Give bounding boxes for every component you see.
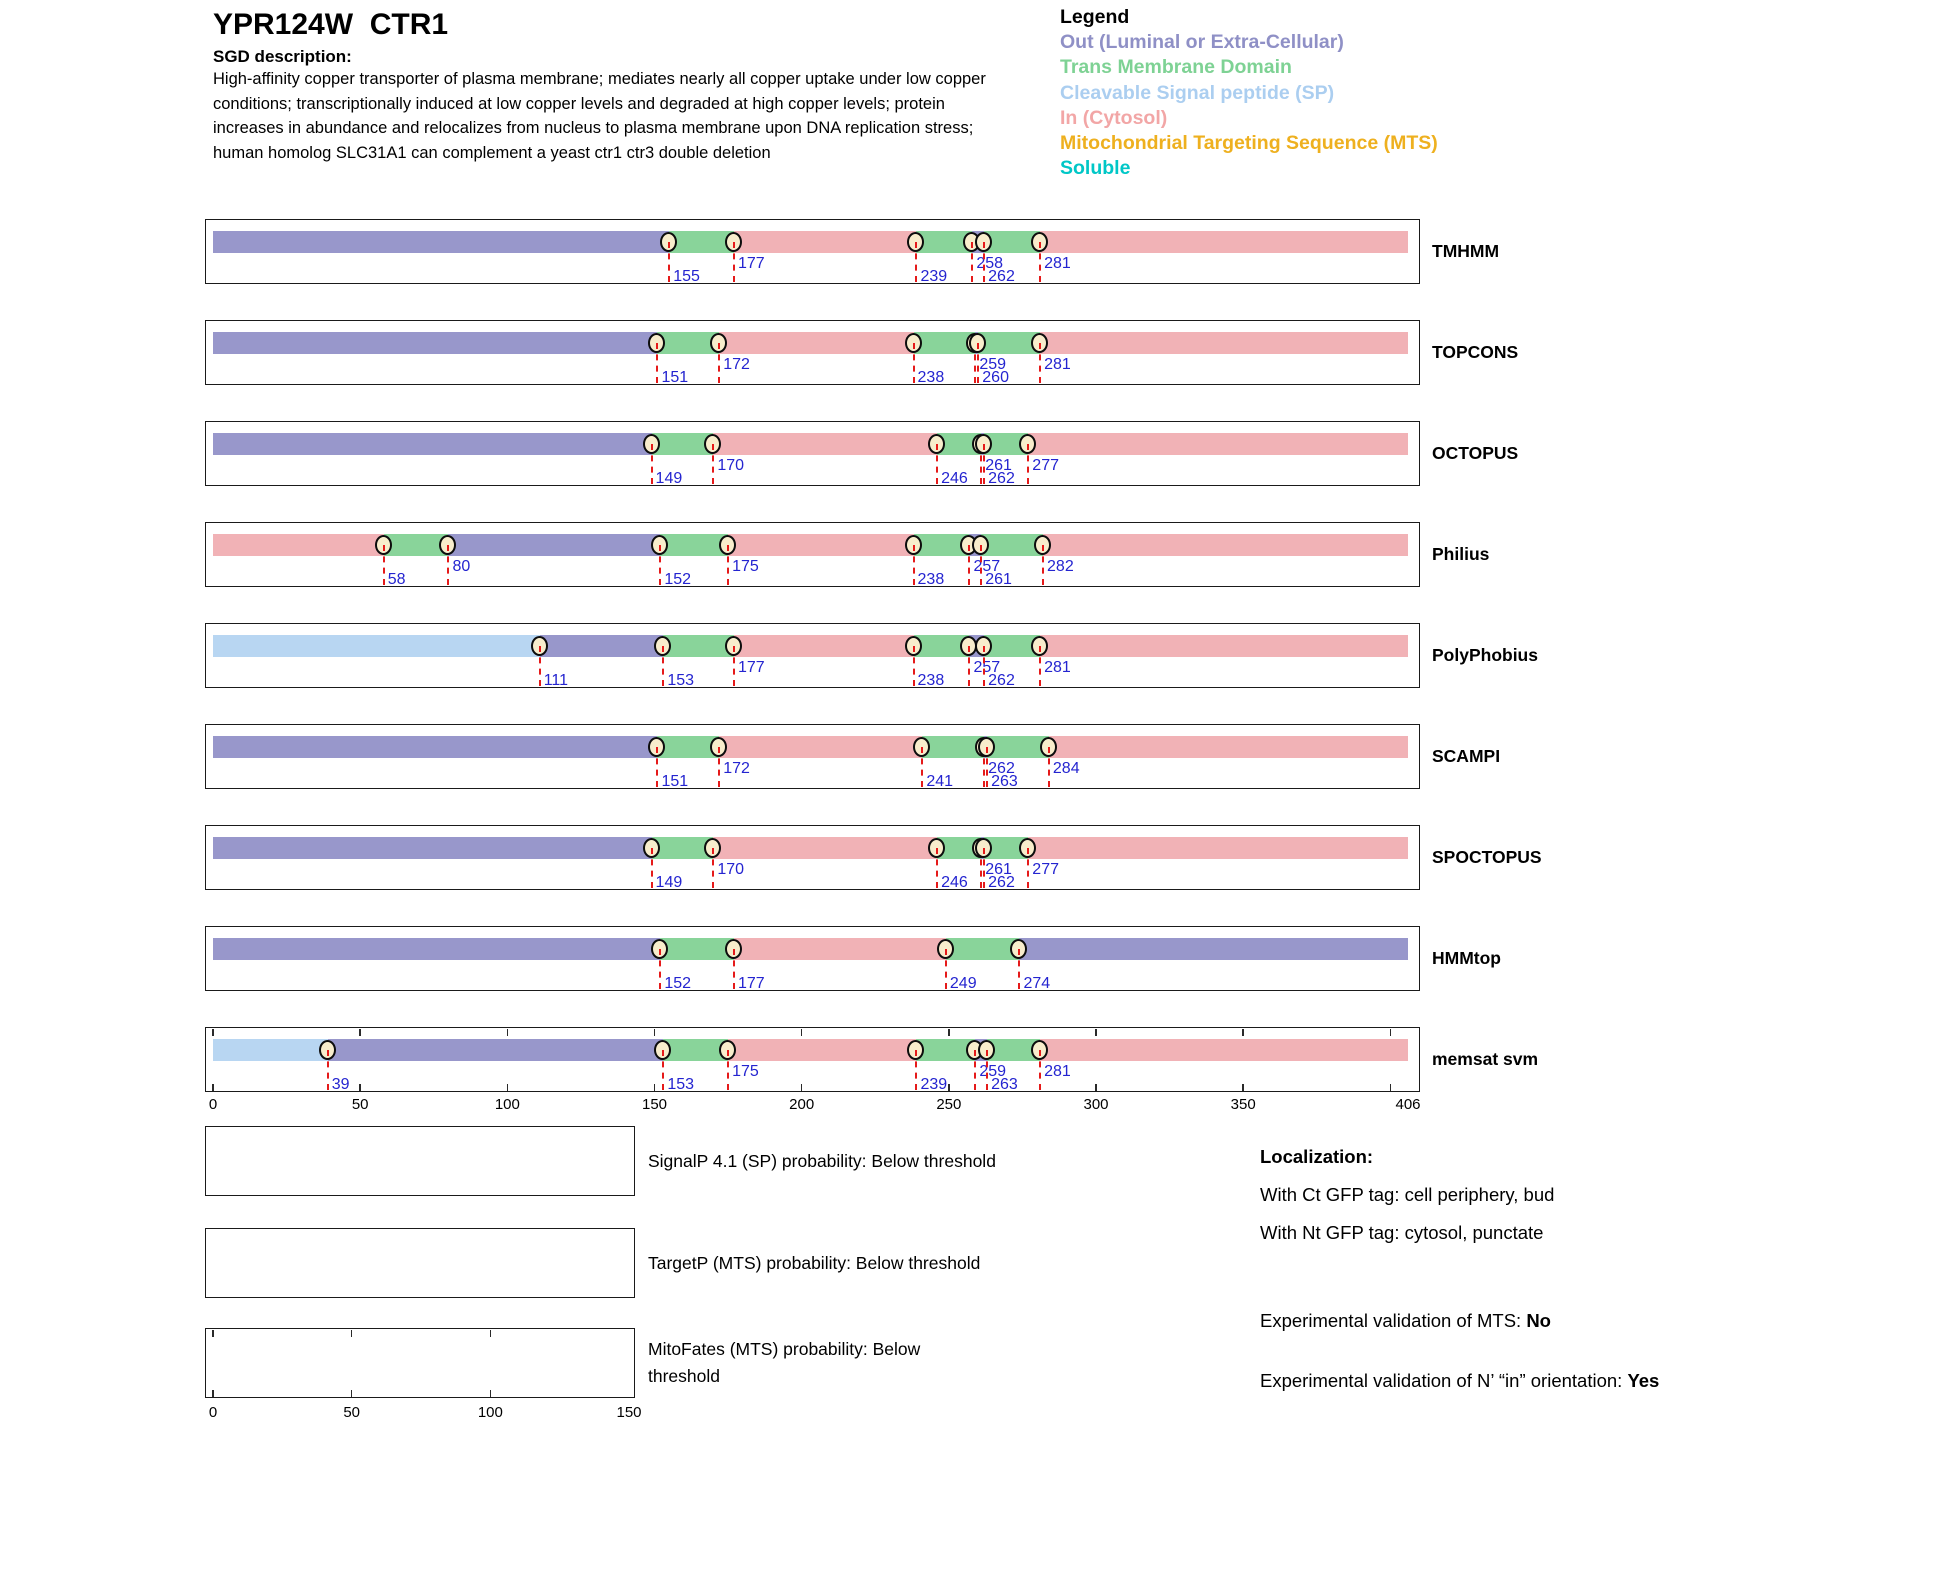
boundary-line bbox=[327, 1050, 329, 1090]
boundary-line bbox=[986, 747, 988, 787]
probability-axis-label: 150 bbox=[616, 1404, 642, 1421]
axis-tick bbox=[212, 1330, 214, 1337]
boundary-line bbox=[668, 242, 670, 282]
probability-panel-label: threshold bbox=[648, 1366, 720, 1386]
sgd-description-line: increases in abundance and relocalizes from nucleus to plasma membrane upon DNA replication stress; bbox=[213, 119, 974, 137]
boundary-label: 257 bbox=[973, 659, 1001, 676]
boundary-line bbox=[977, 343, 979, 383]
boundary-label: 263 bbox=[991, 773, 1018, 790]
boundary-label: 246 bbox=[941, 470, 968, 487]
track-method-label: SPOCTOPUS bbox=[1432, 847, 1542, 867]
axis-tick-label: 250 bbox=[936, 1096, 962, 1113]
boundary-label: 258 bbox=[976, 255, 1004, 272]
boundary-line bbox=[983, 242, 985, 282]
boundary-label: 155 bbox=[673, 268, 700, 285]
boundary-line bbox=[1048, 747, 1050, 787]
axis-tick bbox=[801, 1084, 803, 1091]
boundary-label: 281 bbox=[1044, 659, 1071, 676]
boundary-label: 175 bbox=[732, 1063, 759, 1080]
boundary-label: 249 bbox=[949, 975, 977, 992]
probability-panel-label: SignalP 4.1 (SP) probability: Below threshold bbox=[648, 1151, 996, 1171]
localization-line-label: With Nt GFP tag: cytosol, punctate bbox=[1260, 1222, 1544, 1243]
track-memsat-svm bbox=[0, 1027, 1950, 1093]
boundary-line bbox=[733, 949, 735, 989]
boundary-line bbox=[980, 545, 982, 585]
segment-in bbox=[1049, 736, 1408, 758]
track-method-label: PolyPhobius bbox=[1432, 645, 1538, 665]
boundary-label: 281 bbox=[1044, 1063, 1071, 1080]
boundary-label: 149 bbox=[655, 874, 683, 891]
segment-in bbox=[1028, 837, 1408, 859]
boundary-line bbox=[656, 747, 658, 787]
sgd-description-line: human homolog SLC31A1 can complement a yeast ctr1 ctr3 double deletion bbox=[213, 143, 771, 162]
axis-tick bbox=[212, 1084, 214, 1091]
localization-line bbox=[1260, 1370, 1659, 1392]
localization-title: Localization: bbox=[1260, 1146, 1374, 1167]
axis-tick bbox=[948, 1029, 950, 1036]
boundary-line bbox=[913, 545, 915, 585]
axis-tick bbox=[801, 1029, 803, 1036]
segment-out bbox=[213, 231, 669, 253]
boundary-label: 177 bbox=[737, 975, 765, 992]
segment-in bbox=[713, 433, 937, 455]
boundary-line bbox=[971, 242, 973, 282]
track-method-label: TMHMM bbox=[1432, 241, 1500, 261]
sgd-description-line: conditions; transcriptionally induced at low copper levels and degraded at high copper levels; protein bbox=[213, 94, 945, 113]
boundary-line bbox=[915, 1050, 917, 1090]
track-method-label: OCTOPUS bbox=[1432, 443, 1519, 463]
axis-tick-label: 100 bbox=[494, 1096, 520, 1113]
axis-tick bbox=[351, 1330, 353, 1337]
boundary-line bbox=[936, 848, 938, 888]
boundary-line bbox=[662, 646, 664, 686]
segment-in bbox=[719, 332, 913, 354]
boundary-label: 262 bbox=[988, 470, 1015, 487]
axis-tick-label: 150 bbox=[641, 1096, 668, 1113]
boundary-label: 170 bbox=[717, 457, 745, 474]
boundary-label: 257 bbox=[973, 558, 1001, 575]
boundary-label: 260 bbox=[982, 369, 1009, 386]
boundary-line bbox=[968, 545, 970, 585]
probability-axis-label: 100 bbox=[477, 1404, 503, 1421]
boundary-line bbox=[983, 444, 985, 484]
segment-out bbox=[540, 635, 664, 657]
axis-tick bbox=[1095, 1029, 1097, 1036]
probability-panel-1 bbox=[0, 1228, 1950, 1306]
axis-tick-label: 0 bbox=[208, 1096, 218, 1113]
boundary-line bbox=[727, 545, 729, 585]
segment-in bbox=[1040, 332, 1408, 354]
boundary-line bbox=[913, 646, 915, 686]
legend-item-sp: Cleavable Signal peptide (SP) bbox=[1060, 81, 1335, 104]
probability-axis-label: 0 bbox=[208, 1404, 218, 1421]
boundary-label: 274 bbox=[1023, 975, 1051, 992]
segment-in bbox=[1028, 433, 1408, 455]
segment-in bbox=[1040, 1039, 1408, 1061]
axis-tick bbox=[490, 1330, 492, 1337]
track-method-label: memsat svm bbox=[1432, 1049, 1539, 1069]
axis-tick bbox=[654, 1029, 656, 1036]
boundary-label: 262 bbox=[988, 874, 1015, 891]
boundary-label: 238 bbox=[917, 672, 945, 689]
axis-tick-label: 350 bbox=[1230, 1096, 1256, 1113]
legend-item-mts: Mitochondrial Targeting Sequence (MTS) bbox=[1060, 132, 1438, 155]
boundary-line bbox=[1018, 949, 1020, 989]
boundary-line bbox=[712, 848, 714, 888]
boundary-label: 261 bbox=[985, 571, 1012, 588]
axis-tick bbox=[359, 1084, 361, 1091]
boundary-line bbox=[915, 242, 917, 282]
axis-tick-label: 200 bbox=[789, 1096, 815, 1113]
segment-sp bbox=[213, 635, 540, 657]
boundary-line bbox=[936, 444, 938, 484]
track-spoctopus bbox=[0, 825, 1950, 891]
axis-tick bbox=[490, 1390, 492, 1397]
segment-in bbox=[1040, 635, 1408, 657]
axis-tick bbox=[507, 1029, 509, 1036]
boundary-label: 277 bbox=[1032, 457, 1059, 474]
track-tmhmm bbox=[0, 219, 1950, 285]
boundary-line bbox=[718, 343, 720, 383]
segment-tm bbox=[946, 938, 1020, 960]
boundary-label: 238 bbox=[917, 369, 945, 386]
track-method-label: HMMtop bbox=[1432, 948, 1502, 968]
segment-out bbox=[213, 332, 657, 354]
probability-plot-frame bbox=[205, 1228, 635, 1298]
boundary-line bbox=[1039, 646, 1041, 686]
boundary-label: 80 bbox=[452, 558, 471, 575]
axis-tick bbox=[654, 1084, 656, 1091]
axis-tick bbox=[212, 1029, 214, 1036]
segment-in bbox=[734, 938, 946, 960]
segment-tm bbox=[660, 938, 734, 960]
legend bbox=[1060, 5, 1438, 182]
axis-tick-label: 300 bbox=[1083, 1096, 1109, 1113]
boundary-label: 262 bbox=[988, 268, 1015, 285]
boundary-label: 284 bbox=[1052, 760, 1080, 777]
segment-tm bbox=[663, 635, 734, 657]
legend-title: Legend bbox=[1060, 6, 1130, 28]
legend-item-tm: Trans Membrane Domain bbox=[1060, 56, 1292, 79]
boundary-label: 175 bbox=[732, 558, 759, 575]
probability-plot-frame bbox=[205, 1126, 635, 1196]
track-scampi bbox=[0, 724, 1950, 790]
track-hmmtop bbox=[0, 926, 1950, 992]
localization-line-value: Yes bbox=[1627, 1370, 1660, 1391]
segment-in bbox=[728, 534, 913, 556]
track-philius bbox=[0, 522, 1950, 588]
localization-line bbox=[1260, 1310, 1551, 1332]
boundary-line bbox=[1039, 242, 1041, 282]
boundary-label: 277 bbox=[1032, 861, 1059, 878]
boundary-label: 172 bbox=[723, 356, 750, 373]
localization-line bbox=[1260, 1184, 1554, 1206]
probability-panel-0 bbox=[0, 1126, 1950, 1204]
boundary-label: 261 bbox=[985, 457, 1012, 474]
boundary-line bbox=[656, 343, 658, 383]
boundary-line bbox=[651, 848, 653, 888]
boundary-label: 259 bbox=[979, 1063, 1007, 1080]
boundary-label: 261 bbox=[985, 861, 1012, 878]
segment-in bbox=[1043, 534, 1408, 556]
boundary-label: 177 bbox=[737, 659, 765, 676]
boundary-label: 241 bbox=[926, 773, 954, 790]
boundary-label: 151 bbox=[661, 773, 689, 790]
boundary-line bbox=[921, 747, 923, 787]
boundary-label: 259 bbox=[979, 356, 1007, 373]
boundary-label: 153 bbox=[667, 672, 695, 689]
axis-tick bbox=[948, 1084, 950, 1091]
boundary-line bbox=[1042, 545, 1044, 585]
boundary-line bbox=[1027, 444, 1029, 484]
localization-line-value: No bbox=[1526, 1310, 1551, 1331]
track-method-label: Philius bbox=[1432, 544, 1490, 564]
localization-line-label: With Ct GFP tag: cell periphery, bud bbox=[1260, 1184, 1555, 1205]
segment-in bbox=[213, 534, 384, 556]
boundary-label: 282 bbox=[1047, 558, 1074, 575]
segment-in bbox=[734, 231, 916, 253]
boundary-label: 246 bbox=[941, 874, 968, 891]
boundary-line bbox=[983, 646, 985, 686]
boundary-label: 263 bbox=[991, 1076, 1018, 1093]
localization-line-label: Experimental validation of N’ “in” orientation: bbox=[1260, 1370, 1628, 1391]
boundary-label: 238 bbox=[917, 571, 945, 588]
axis-tick bbox=[359, 1029, 361, 1036]
boundary-line bbox=[651, 444, 653, 484]
segment-in bbox=[719, 736, 922, 758]
boundary-line bbox=[539, 646, 541, 686]
legend-item-soluble: Soluble bbox=[1060, 157, 1131, 180]
boundary-line bbox=[1039, 343, 1041, 383]
segment-out bbox=[1019, 938, 1408, 960]
axis-tick bbox=[1095, 1084, 1097, 1091]
segment-in bbox=[728, 1039, 916, 1061]
track-polyphobius bbox=[0, 623, 1950, 689]
track-topcons bbox=[0, 320, 1950, 386]
boundary-line bbox=[383, 545, 385, 585]
boundary-label: 281 bbox=[1044, 255, 1071, 272]
boundary-line bbox=[712, 444, 714, 484]
boundary-line bbox=[1039, 1050, 1041, 1090]
axis-tick bbox=[351, 1390, 353, 1397]
boundary-label: 281 bbox=[1044, 356, 1071, 373]
probability-panel-2 bbox=[0, 1328, 1950, 1421]
boundary-label: 172 bbox=[723, 760, 750, 777]
boundary-label: 262 bbox=[988, 760, 1015, 777]
boundary-line bbox=[733, 646, 735, 686]
page-title: YPR124W CTR1 bbox=[213, 8, 449, 41]
sgd-description-text bbox=[213, 67, 986, 165]
boundary-line bbox=[733, 242, 735, 282]
sgd-description-label: SGD description: bbox=[213, 47, 352, 66]
boundary-line bbox=[913, 343, 915, 383]
boundary-label: 170 bbox=[717, 861, 745, 878]
segment-out bbox=[213, 837, 652, 859]
track-octopus bbox=[0, 421, 1950, 487]
axis-tick bbox=[507, 1084, 509, 1091]
boundary-label: 151 bbox=[661, 369, 689, 386]
axis-tick bbox=[1390, 1029, 1392, 1036]
boundary-line bbox=[968, 646, 970, 686]
boundary-line bbox=[447, 545, 449, 585]
boundary-label: 152 bbox=[664, 975, 692, 992]
segment-out bbox=[448, 534, 660, 556]
boundary-line bbox=[945, 949, 947, 989]
segment-out bbox=[213, 938, 660, 960]
boundary-label: 58 bbox=[387, 571, 406, 588]
boundary-label: 149 bbox=[655, 470, 683, 487]
legend-item-in: In (Cytosol) bbox=[1060, 106, 1168, 129]
boundary-label: 111 bbox=[543, 672, 569, 689]
boundary-line bbox=[718, 747, 720, 787]
boundary-line bbox=[662, 1050, 664, 1090]
probability-plot-frame bbox=[205, 1328, 635, 1398]
boundary-line bbox=[659, 545, 661, 585]
segment-out bbox=[328, 1039, 664, 1061]
axis-tick-label: 406 bbox=[1395, 1096, 1421, 1113]
probability-panel-label: TargetP (MTS) probability: Below threshold bbox=[648, 1253, 981, 1273]
segment-sp bbox=[213, 1039, 328, 1061]
boundary-label: 239 bbox=[920, 268, 948, 285]
sgd-description-line: High-affinity copper transporter of plasma membrane; mediates nearly all copper uptake under low copper bbox=[213, 70, 986, 88]
boundary-label: 39 bbox=[331, 1076, 350, 1093]
boundary-line bbox=[727, 1050, 729, 1090]
axis-tick bbox=[1242, 1029, 1244, 1036]
boundary-label: 262 bbox=[988, 672, 1015, 689]
segment-out bbox=[213, 736, 657, 758]
track-method-label: TOPCONS bbox=[1432, 342, 1519, 362]
segment-out bbox=[213, 433, 652, 455]
axis-tick-label: 50 bbox=[351, 1096, 369, 1113]
axis-tick bbox=[1390, 1084, 1392, 1091]
probability-axis-label: 50 bbox=[343, 1404, 360, 1421]
boundary-line bbox=[986, 1050, 988, 1090]
segment-tm bbox=[660, 534, 728, 556]
legend-item-out: Out (Luminal or Extra-Cellular) bbox=[1060, 31, 1344, 53]
boundary-label: 239 bbox=[920, 1076, 948, 1093]
boundary-label: 153 bbox=[667, 1076, 695, 1093]
boundary-line bbox=[983, 848, 985, 888]
boundary-line bbox=[974, 1050, 976, 1090]
boundary-line bbox=[659, 949, 661, 989]
track-method-label: SCAMPI bbox=[1432, 746, 1501, 766]
boundary-line bbox=[1027, 848, 1029, 888]
segment-in bbox=[734, 635, 914, 657]
probability-panel-label: MitoFates (MTS) probability: Below bbox=[648, 1339, 921, 1359]
boundary-label: 152 bbox=[664, 571, 692, 588]
segment-in bbox=[1040, 231, 1408, 253]
localization-line-label: Experimental validation of MTS: bbox=[1260, 1310, 1527, 1331]
boundary-label: 177 bbox=[737, 255, 765, 272]
segment-in bbox=[713, 837, 937, 859]
axis-tick bbox=[1242, 1084, 1244, 1091]
localization-line bbox=[1260, 1222, 1543, 1244]
axis-tick bbox=[212, 1390, 214, 1397]
